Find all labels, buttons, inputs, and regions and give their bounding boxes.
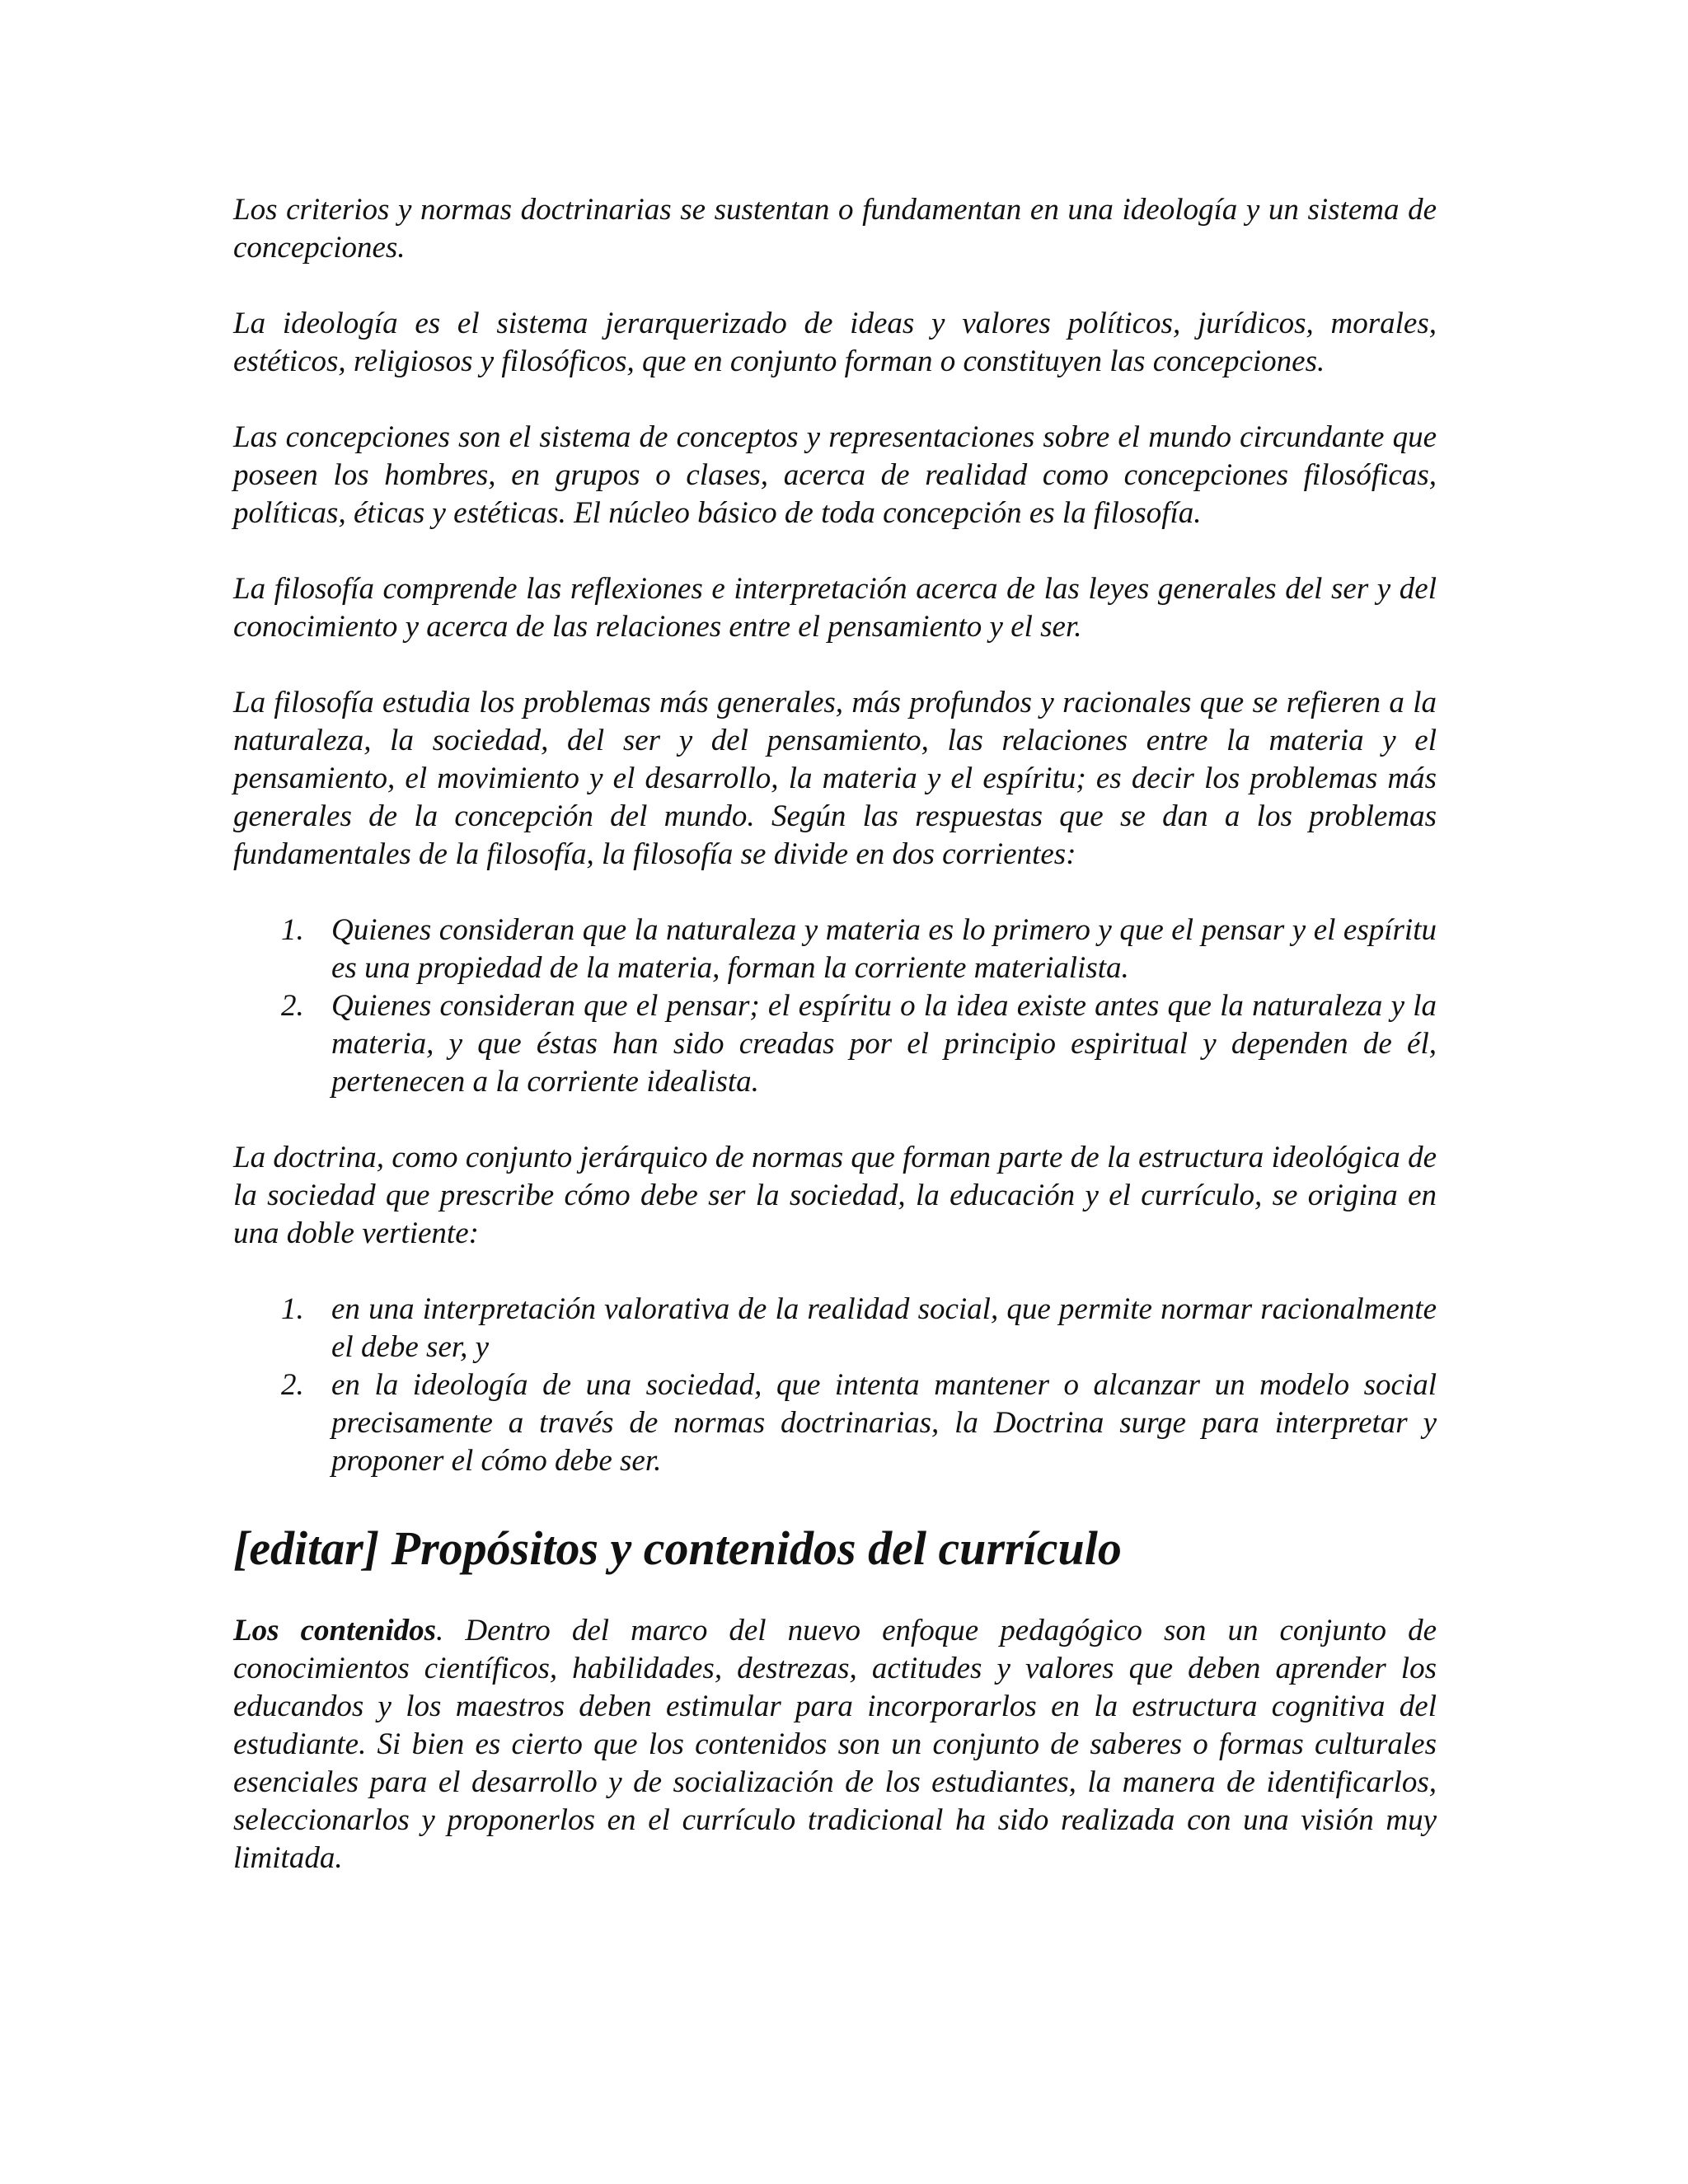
list-item-number: 2. bbox=[281, 989, 304, 1023]
list-item bbox=[233, 912, 1437, 987]
paragraph-filosofia-estudia: La filosofía estudia los problemas más generales, más profundos y racionales que se refieren a la naturaleza, la sociedad, del ser y del pensamiento, las relaciones entre la materia y el pensamiento, el movimiento y el desarrollo, la materia y el espíritu; es decir los problemas más generales de la concepción del mundo. Según las respuestas que se dan a los problemas fundamentales de la filosofía, la filosofía se divide en dos corrientes: bbox=[233, 686, 1437, 871]
paragraph-concepciones: Las concepciones son el sistema de conceptos y representaciones sobre el mundo circundante que poseen los hombres, en grupos o clases, acerca de realidad como concepciones filosóficas, políticas, éticas y estéticas. El núcleo básico de toda concepción es la filosofía. bbox=[233, 420, 1437, 530]
list-item bbox=[233, 987, 1437, 1101]
list-vertiente bbox=[233, 1291, 1437, 1480]
list-item-number: 1. bbox=[281, 913, 304, 947]
list-item-text: en la ideología de una sociedad, que intenta mantener o alcanzar un modelo social precisamente a través de normas doctrinarias, la Doctrina surge para interpretar y proponer el cómo debe ser. bbox=[331, 1368, 1437, 1478]
paragraph-lead-term: Los contenidos bbox=[233, 1614, 437, 1647]
paragraph-doctrina: La doctrina, como conjunto jerárquico de normas que forman parte de la estructura ideológica de la sociedad que prescribe cómo debe ser la sociedad, la educación y el currículo, se origina en una doble vertiente: bbox=[233, 1141, 1437, 1250]
paragraph-contenidos bbox=[233, 1612, 1437, 1877]
paragraph-filosofia-comprende: La filosofía comprende las reflexiones e interpretación acerca de las leyes generales del ser y del conocimiento y acerca de las relaciones entre el pensamiento y el ser. bbox=[233, 572, 1437, 644]
list-corrientes bbox=[233, 912, 1437, 1101]
list-item bbox=[233, 1291, 1437, 1366]
list-item-text: en una interpretación valorativa de la realidad social, que permite normar racionalmente el debe ser, y bbox=[331, 1292, 1437, 1364]
paragraph-criterios: Los criterios y normas doctrinarias se sustentan o fundamentan en una ideología y un sistema de concepciones. bbox=[233, 193, 1437, 265]
list-item-text: Quienes consideran que la naturaleza y materia es lo primero y que el pensar y el espíritu es una propiedad de la materia, forman la corriente materialista. bbox=[331, 913, 1437, 985]
list-item-number: 1. bbox=[281, 1292, 304, 1326]
list-item-text: Quienes consideran que el pensar; el espíritu o la idea existe antes que la naturaleza y la materia, y que éstas han sido creadas por el principio espiritual y dependen de él, pertenecen a la corriente idealista. bbox=[331, 989, 1437, 1099]
paragraph-body: . Dentro del marco del nuevo enfoque pedagógico son un conjunto de conocimientos científicos, habilidades, destrezas, actitudes y valores que deben aprender los educandos y los maestros deben estimular para incorporarlos en la estructura cognitiva del estudiante. Si bien es cierto que los contenidos son un conjunto de saberes o formas culturales esenciales para el desarrollo y de socialización de los estudiantes, la manera de identificarlos, seleccionarlos y proponerlos en el currículo tradicional ha sido realizada con una visión muy limitada. bbox=[233, 1614, 1437, 1875]
paragraph-ideologia: La ideología es el sistema jerarquerizado de ideas y valores políticos, jurídicos, morales, estéticos, religiosos y filosóficos, que en conjunto forman o constituyen las concepciones. bbox=[233, 307, 1437, 378]
document-page bbox=[233, 191, 1437, 1915]
list-item-number: 2. bbox=[281, 1368, 304, 1402]
list-item bbox=[233, 1366, 1437, 1480]
section-heading: [editar] Propósitos y contenidos del currículo bbox=[233, 1521, 1122, 1575]
